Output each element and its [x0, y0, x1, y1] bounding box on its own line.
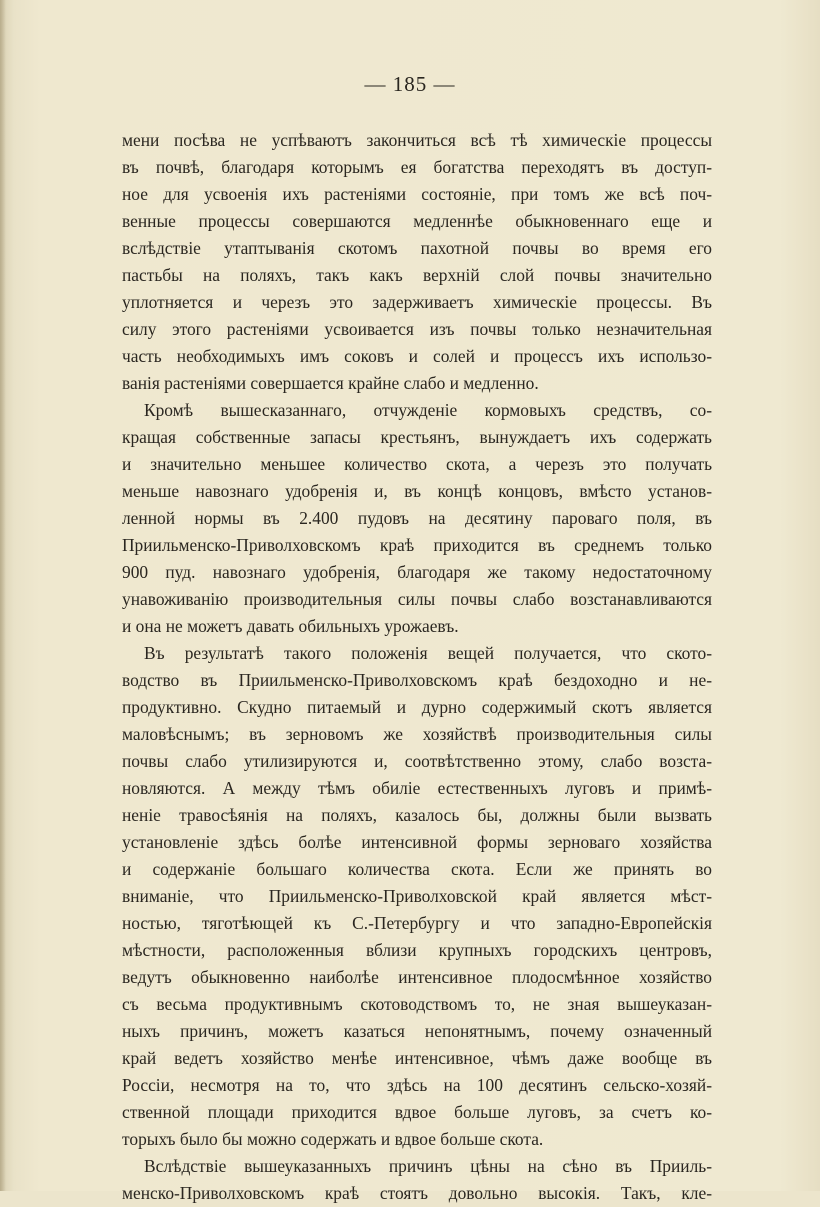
text-line: мѣстности, расположенныя вблизи крупныхъ городскихъ центровъ,: [122, 940, 712, 960]
text-line: торыхъ было бы можно содержать и вдвое больше скота.: [122, 1129, 544, 1149]
text-line: унавоживанію производительныя силы почвы слабо возстанавливаются: [122, 589, 712, 609]
text-line: Кромѣ вышесказаннаго, отчужденіе кормовыхъ средствъ, со-: [144, 400, 712, 420]
text-line: ное для усвоенія ихъ растеніями состояніе, при томъ же всѣ поч-: [122, 184, 712, 204]
text-line: менско-Приволховскомъ краѣ стоятъ довольно высокія. Такъ, кле-: [122, 1183, 712, 1203]
text-line: Россіи, несмотря на то, что здѣсь на 100 десятинъ сельско-хозяй-: [122, 1075, 712, 1095]
text-line: часть необходимыхъ имъ соковъ и солей и процессъ ихъ использо-: [122, 346, 712, 366]
text-line: установленіе здѣсь болѣе интенсивной формы зерноваго хозяйства: [122, 832, 712, 852]
text-line: Въ результатѣ такого положенія вещей получается, что ското-: [144, 643, 712, 663]
text-line: продуктивно. Скудно питаемый и дурно содержимый скотъ является: [122, 697, 712, 717]
text-line: ленной нормы въ 2.400 пудовъ на десятину пароваго поля, въ: [122, 508, 712, 528]
text-line: и содержаніе большаго количества скота. Если же принять во: [122, 859, 712, 879]
text-line: ванія растеніями совершается крайне слабо и медленно.: [122, 373, 539, 393]
text-line: и значительно меньшее количество скота, а черезъ это получать: [122, 454, 712, 474]
text-line: вслѣдствіе утаптыванія скотомъ пахотной почвы во время его: [122, 238, 712, 258]
text-line: силу этого растеніями усвоивается изъ почвы только незначительная: [122, 319, 712, 339]
text-line: край ведетъ хозяйство менѣе интенсивное, чѣмъ даже вообще въ: [122, 1048, 712, 1068]
text-line: меньше навознаго удобренія и, въ концѣ концовъ, вмѣсто установ-: [122, 481, 712, 501]
text-line: Вслѣдствіе вышеуказанныхъ причинъ цѣны на сѣно въ Прииль-: [144, 1156, 712, 1176]
text-line: почвы слабо утилизируются и, соотвѣтственно этому, слабо возста-: [122, 751, 712, 771]
text-line: ственной площади приходится вдвое больше луговъ, за счетъ ко-: [122, 1102, 712, 1122]
text-line: новляются. А между тѣмъ обиліе естественныхъ луговъ и примѣ-: [122, 778, 712, 798]
page-binding-edge: [0, 0, 6, 1191]
text-line: водство въ Приильменско-Приволховскомъ краѣ бездоходно и не-: [122, 670, 712, 690]
text-line: венные процессы совершаются медленнѣе обыкновеннаго еще и: [122, 211, 712, 231]
text-line: мени посѣва не успѣваютъ закончиться всѣ тѣ химическіе процессы: [122, 130, 712, 150]
body-text: [122, 127, 712, 1207]
text-line: вниманіе, что Приильменско-Приволховской край является мѣст-: [122, 886, 712, 906]
page-number-header: — 185 —: [364, 72, 456, 96]
text-line: уплотняется и черезъ это задерживаетъ химическіе процессы. Въ: [122, 292, 712, 312]
text-line: 900 пуд. навознаго удобренія, благодаря же такому недостаточному: [122, 562, 712, 582]
text-line: неніе травосѣянія на поляхъ, казалось бы, должны были вызвать: [122, 805, 712, 825]
text-line: съ весьма продуктивнымъ скотоводствомъ то, не зная вышеуказан-: [122, 994, 712, 1014]
text-line: ностью, тяготѣющей къ С.-Петербургу и что западно-Европейскія: [122, 913, 712, 933]
text-line: въ почвѣ, благодаря которымъ ея богатства переходятъ въ доступ-: [122, 157, 712, 177]
text-line: ныхъ причинъ, можетъ казаться непонятнымъ, почему означенный: [122, 1021, 712, 1041]
text-line: Приильменско-Приволховскомъ краѣ приходится въ среднемъ только: [122, 535, 712, 555]
text-line: ведутъ обыкновенно наиболѣе интенсивное плодосмѣнное хозяйство: [122, 967, 712, 987]
text-line: кращая собственные запасы крестьянъ, вынуждаетъ ихъ содержать: [122, 427, 712, 447]
text-line: и она не можетъ давать обильныхъ урожаевъ.: [122, 616, 459, 636]
text-line: пастьбы на поляхъ, такъ какъ верхній слой почвы значительно: [122, 265, 712, 285]
text-line: маловѣснымъ; въ зерновомъ же хозяйствѣ производительныя силы: [122, 724, 712, 744]
